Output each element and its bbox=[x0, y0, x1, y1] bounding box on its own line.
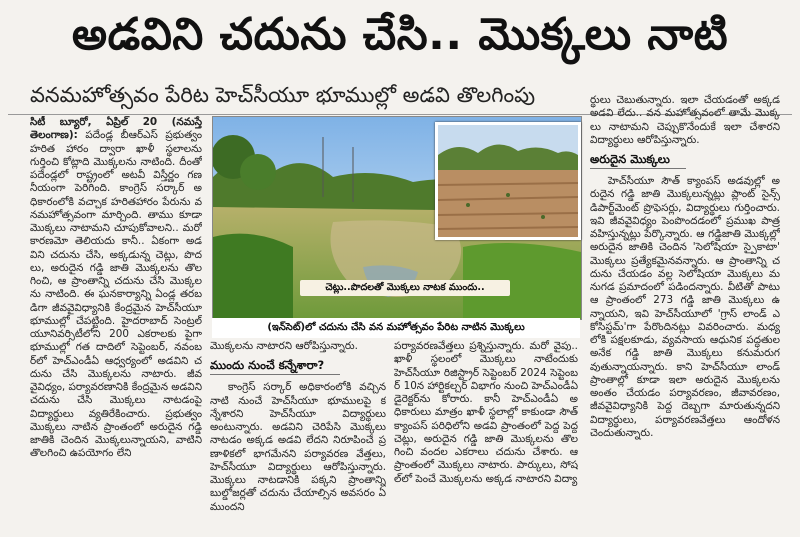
article-paragraph: పర్యావరణవేత్తలు ప్రశ్నిస్తున్నారు. మరో వైపు.. ఖాళీ స్థలంలో మొక్కలు నాటేందుకు హెచ్‌సీయూ రిజిస్ట్రార్ సెప్టెంబర్ 2024 సెప్టెంబర్ 10న హార్టికల్చర్ విభాగం నుంచి హెచ్‌ఎండీఏ డైరెక్టర్‌ను కోరారు. కానీ హెచ్‌ఎండీఏ అధికారులు మాత్రం ఖాళీ స్థలాల్లో కాకుండా సౌత్ క్యాంపస్ పరిధిలోని అడవి ప్రాంతంలో పెద్ద పెద్ద చెట్లు, అరుదైన గడ్డి జాతి మొక్కలను తొలగించి వందల ఎకరాలు చదును చేశారు. ఆ ప్రాంతంలో మొక్కలు నాటారు. పార్కులు, సోషల్‌లో పెంచే మొక్కలను అక్కడ నాటారని విద్యా bbox=[394, 340, 578, 485]
section-heading: అరుదైన మొక్కలు bbox=[590, 151, 686, 169]
cleared-land-photo bbox=[438, 125, 578, 237]
article-paragraph bbox=[30, 116, 202, 461]
photo-caption-overlay: చెట్లు..పొదలతో మొక్కలు నాటక ముందు.. bbox=[300, 280, 510, 296]
dateline: సిటీ బ్యూరో, ఏప్రిల్ 20 (నమస్తే తెలంగాణ): bbox=[30, 116, 202, 142]
article-paragraph: హెచ్‌సీయూ సౌత్ క్యాంపస్ అడవుల్లో అరుదైన గడ్డి జాతి మొక్కలున్నట్లు ప్లాంట్ సైన్స్ డిపార్ట్‌మెంట్ ప్రొఫెసర్లు, విద్యార్థులు గుర్తించారు. ఇవి జీవవైవిధ్యం పెంపొందడంలో ప్రముఖ పాత్ర వహిస్తున్నట్లు పేర్కొన్నారు. ఆ గడ్డిజాతి మొక్కల్లో అరుదైన జాతికి చెందిన 'సెలోషియా స్పైకాటా' మొక్కలు ప్రత్యేకమైనవన్నారు. ఆ ప్రాంతాన్ని చదును చేయడం వల్ల సెలోషియా మొక్కలు మనుగడ ప్రమాదంలో పడిందన్నారు. వీటితో పాటు ఆ ప్రాంతంలో 273 గడ్డి జాతి మొక్కలు ఉన్నాయని, ఇవి హెచ్‌సీయూలో 'గ్రాస్ లాండ్ ఎకోసిస్టమ్'గా పేరొందినట్లు వివరించారు. మధ్యలోకి పక్షలకూడు, వ్యవసాయ ఆధునిక పద్ధతుల అనేక గడ్డి జాతి మొక్కలు కనుమరుగవుతున్నాయన్నారు. కాని హెచ్‌సీయూ లాండ్ ప్రాంతాల్లో కూడా ఇలా అరుదైన మొక్కలను అంతం చేయడం పర్యావరణం, జీవావరణం, జీవవైవిధ్యానికి పెద్ద దెబ్బగా మారుతున్నదని విద్యార్థులు, పర్యావరణవేత్తలు ఆందోళన చెందుతున్నారు. bbox=[590, 175, 780, 439]
subheadline: వనమహోత్సవం పేరిట హెచ్‌సీయూ భూముల్లో అడవి తొలగింపు bbox=[30, 83, 536, 107]
paragraph-text: పదేండ్ల బీఆర్‌ఎస్ ప్రభుత్వం హరిత హారం ద్వారా ఖాళీ స్థలాలను గుర్తించి కోట్లాది మొక్కలను నాటింది. దీంతో పదేండ్లలో రాష్ట్రంలో అటవీ విస్తీర్ణం గణనీయంగా పెరిగింది. కాంగ్రెస్ సర్కార్ అధికారంలోకి వచ్చాక హరితహారం పేరును వనమహోత్సవంగా మార్చింది. తాము కూడా మొక్కలు నాటామని చూపుకోవాలని.. మరో కారణమో తెలియదు కానీ.. ఏకంగా అడవిని చదును చేసి, అక్కడున్న చెట్లు, పొదలు, అరుదైన గడ్డి జాతి మొక్కలను తొలగించి, ఆ ప్రాంతాన్ని చదును చేసి మొక్కలను నాటింది. ఈ ఘనకార్యాన్ని ఏండ్ల తరబడిగా జీవవైవిధ్యానికి కేంద్రమైన హెచ్‌సీయూ భూముల్లో చేపట్టింది. హైదరాబాద్ సెంట్రల్ యూనివర్సిటీలోని 200 ఎకరాలకు పైగా భూముల్లో గత దాదిలో సెప్టెంబర్, నవంబర్‌లో హెచ్‌ఎండీఏ ఆధ్వర్యంలో అడవిని చదును చేసి మొక్కలను నాటారు. జీవవైవిధ్యం, పర్యావరణానికి కేంద్రమైన అడవిని చదును చేసి మొక్కలు నాటడంపై విద్యార్థులు వ్యతిరేకించారు. ప్రభుత్వం మొక్కలు నాటిన ప్రాంతంలో అరుదైన గడ్డి జాతికి చెందిన మొక్కలున్నాయని, వాటిని తొలగించి ఉపయోగం లేని bbox=[30, 129, 202, 460]
article-paragraph: మొక్కలను నాటారని ఆరోపిస్తున్నారు. bbox=[210, 340, 358, 352]
article-column-4 bbox=[590, 94, 780, 534]
article-column-3 bbox=[394, 340, 578, 532]
photo-caption: (ఇన్‌సెట్)లో చదును చేసి వన మహోత్సవం పేరిట నాటిన మొక్కలు bbox=[212, 318, 580, 338]
article-column-2 bbox=[210, 340, 386, 532]
article-paragraph: కాంగ్రెస్ సర్కార్ అధికారంలోకి వచ్చిన నాటి నుంచే హెచ్‌సీయూ భూములపై కన్నేశారని హెచ్‌సీయూ విద్యార్థులు అంటున్నారు. అడవిని చెరిపేసి మొక్కలు నాటడం అక్కడ అడవి లేదని నిరూపించే ప్రణాళికలో భాగమేనని పర్యావరణ వేత్తలు, హెచ్‌సీయూ విద్యార్థులు ఆరోపిస్తున్నారు. మొక్కలు నాటడానికి పక్కని ప్రాంతాన్ని బుల్డోజర్లతో చదును చేయాల్సిన అవసరం ఏముందని bbox=[210, 381, 386, 513]
photo-inset bbox=[435, 122, 581, 240]
section-heading: ముందు నుంచే కన్నేశారా? bbox=[210, 357, 340, 375]
article-column-1 bbox=[30, 116, 202, 532]
article-paragraph: ర్థులు చెబుతున్నారు. ఇలా చేయడంతో అక్కడ అడవి లేదు.. వన మహోత్సవంలో తామే మొక్కలు నాటామని చెప్పుకొనేందుకే ఇలా చేశారని విద్యార్థులు ఆరోపిస్తున్నారు. bbox=[590, 94, 780, 146]
headline: అడవిని చదును చేసి.. మొక్కలు నాటి bbox=[71, 9, 729, 60]
